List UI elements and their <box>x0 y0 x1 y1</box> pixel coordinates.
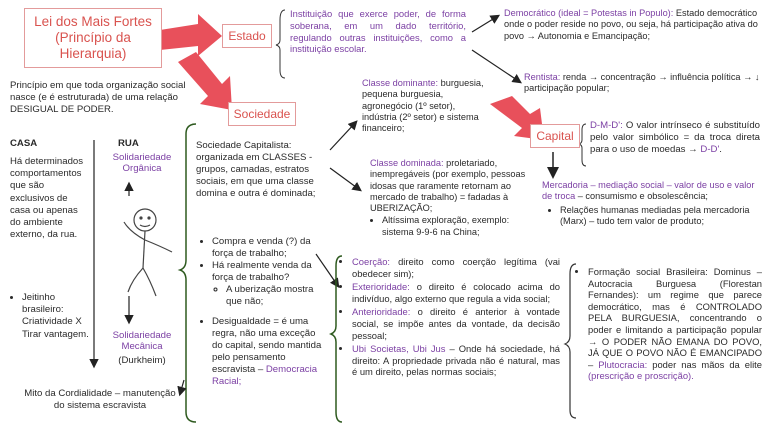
rua-head: RUA <box>118 138 139 149</box>
title-line-1: Lei dos Mais Fortes <box>34 14 152 29</box>
democracia-racial: Democracia Racial; <box>212 364 318 387</box>
classe-dominada-body: proletariado, inempregáveis (por exemplo, pessoas idosas que raramente retornam ao mercado de trabalho) = fadadas à UBERIZAÇÃO; <box>370 158 526 214</box>
plutocracia-body: poder nas mãos da elite <box>647 358 762 370</box>
durkheim-label: (Durkheim) <box>118 355 166 366</box>
bullet-venda-real: • Há realmente venda da força de trabalho? <box>212 260 328 284</box>
classe-dominada-sub: • Altíssima exploração, exemplo: sistema 9-9-6 na China; <box>382 215 540 238</box>
anterioridade-head: Anterioridade: <box>352 306 411 318</box>
rentista-text <box>524 72 760 95</box>
relacoes-humanas: • Relações humanas mediadas pela mercadoria (Marx) – tudo tem valor de produto; <box>560 205 764 228</box>
dmd-text <box>590 120 760 156</box>
classe-dominada-head: Classe dominada: <box>370 158 444 168</box>
solidariedade-mecanica: Solidariedade Mecânica <box>112 330 172 353</box>
casa-bullet-block <box>10 292 90 341</box>
classe-dominante-text <box>362 78 486 134</box>
classe-dominada-text <box>370 158 540 238</box>
sociedade-box <box>228 102 296 126</box>
formacao-brace <box>565 264 576 418</box>
title-line-3: Hierarquia) <box>59 46 127 61</box>
sociedade-brace <box>180 124 196 422</box>
dmd-tail: D-D' <box>700 144 720 155</box>
classe-dominante-head: Classe dominante: <box>362 78 439 88</box>
dmd-end: . <box>719 144 722 155</box>
solidariedade-organica: Solidariedade Orgânica <box>112 152 172 175</box>
democratico-head: Democrático (ideal = Potestas in Populo): <box>504 8 674 18</box>
formacao-item <box>588 266 762 382</box>
anterioridade-body: o direito é anterior à vontade social, se impõe antes da vontade, da decisão pessoal; <box>352 306 560 341</box>
direito-list <box>342 256 560 378</box>
mercadoria-text <box>542 180 764 227</box>
mito-text: Mito da Cordialidade – manutenção do sistema escravista <box>24 388 176 411</box>
sociedade-label: Sociedade <box>233 107 291 121</box>
democratico-text <box>504 8 760 42</box>
desigualdade-text: Desigualdade = é uma regra, não uma exceção do capital, sendo mantida pelo pensamento escravista – <box>212 316 322 375</box>
arrow-to-mito <box>180 380 184 394</box>
bullet-uberizacao: ◦ A uberização mostra que não; <box>226 284 328 308</box>
principio-text: Princípio em que toda organização social nasce (e é estruturada) de uma relação DESIGUAL DE PODER. <box>10 80 186 115</box>
title-box <box>24 8 162 68</box>
ubi-societas-body: – Onde há sociedade, há direito: A propriedade privada não é natural, mas é um direito, pelas normas sociais; <box>352 343 560 378</box>
rentista-head: Rentista: <box>524 72 561 82</box>
direito-ubi-societas <box>352 343 560 378</box>
sociedade-text: Sociedade Capitalista: organizada em CLASSES - grupos, camadas, estratos sociais, em que uma classe domina e outra é dominada; <box>196 140 316 199</box>
capital-brace <box>579 124 586 166</box>
formacao-body: Formação social Brasileira: Dominus – Autocracia Burguesa (Florestan Fernandes): um regime que parece democrático, mas é CONTROLADO PELA BURGUESIA, concentrando o poder e limitando a participação popular → O PODER NÃO EMANA DO POVO, JÁ QUE O POVO NÃO É EMANCIPADO – <box>588 266 762 370</box>
estado-label: Estado <box>228 29 266 43</box>
capital-box <box>530 124 580 148</box>
democratico-body: Estado democrático onde o poder reside no povo, ou seja, há participação ativa do povo → Autonomia e Emancipação; <box>504 8 758 41</box>
classe-dominante-body: burguesia, pequena burguesia, agronegócio (1º setor), indústria (2º setor) e sistema financeiro; <box>362 78 484 134</box>
direito-coercao <box>352 256 560 279</box>
coercao-head: Coerção: <box>352 256 391 267</box>
mercadoria-head: Mercadoria – mediação social – valor de uso e valor de troca <box>542 180 755 202</box>
casa-text: Há determinados comportamentos que são exclusivos de casa ou apenas do ambiente externo, da rua. <box>10 156 84 241</box>
estado-box <box>222 24 272 48</box>
direito-anterioridade <box>352 306 560 341</box>
title-line-2: (Princípio da <box>55 30 131 45</box>
red-arrow-to-estado <box>160 14 222 56</box>
coercao-body: direito como coerção legítima (vai obedecer sim); <box>352 256 560 279</box>
estado-brace <box>276 10 285 78</box>
arrow-estado-democratico <box>472 16 498 32</box>
mercadoria-body: – consumismo e obsolescência; <box>575 191 708 202</box>
jeitinho-brasileiro: • Jeitinho brasileiro: Criatividade X Tirar vantagem. <box>22 292 90 341</box>
plutocracia-head: Plutocracia: <box>598 358 648 370</box>
sociedade-bullets <box>200 236 328 388</box>
arrow-to-classe-dominada <box>330 168 360 190</box>
arrow-to-classe-dominante <box>330 122 356 150</box>
stick-figure-icon <box>124 209 172 296</box>
estado-text: Instituição que exerce poder, de forma soberana, em um dado território, regulando outras instituições, como a instituição escolar. <box>290 8 466 55</box>
formacao-text <box>578 266 762 382</box>
exterioridade-head: Exterioridade: <box>352 281 410 293</box>
ubi-societas-head: Ubi Societas, Ubi Jus <box>352 343 446 355</box>
dmd-body: O valor intrínseco é substituído pelo valor simbólico = da troca direta para o uso de moedas → <box>590 120 760 155</box>
prescricao-text: (prescrição e proscrição). <box>588 370 694 382</box>
dmd-head: D-M-D': <box>590 120 623 131</box>
rentista-body: renda → concentração → influência política → ↓ participação popular; <box>524 72 760 94</box>
bullet-compra-venda: • Compra e venda (?) da força de trabalho; <box>212 236 328 260</box>
capital-label: Capital <box>536 129 574 143</box>
direito-exterioridade <box>352 281 560 304</box>
bullet-desigualdade <box>212 316 328 388</box>
casa-head: CASA <box>10 138 38 149</box>
exterioridade-body: o direito é colocado acima do indivíduo, algo externo que regula a vida social; <box>352 281 560 304</box>
